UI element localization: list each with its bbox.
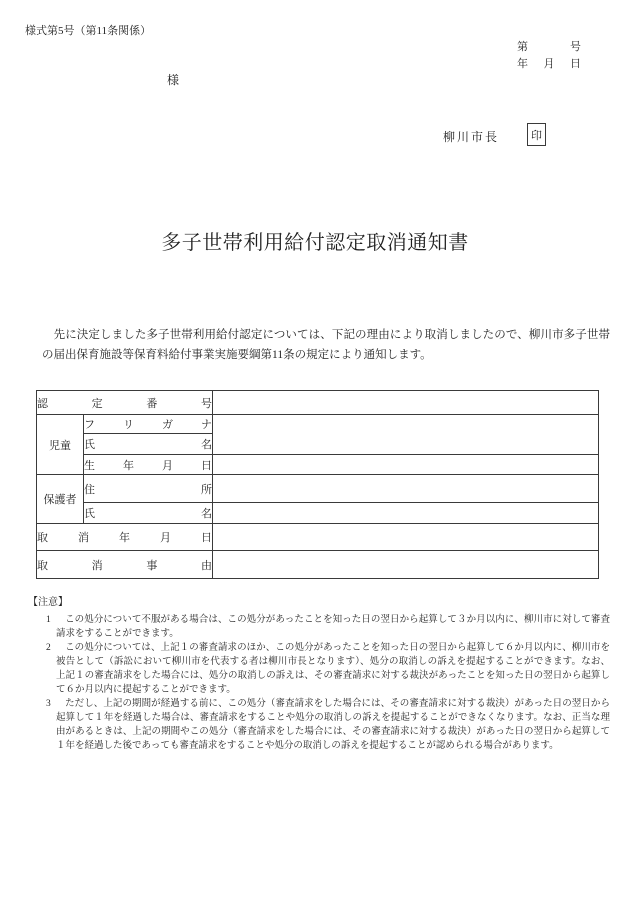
date-day-label: 日 bbox=[570, 58, 581, 70]
table-row bbox=[37, 475, 599, 503]
note-item-number: 2 bbox=[46, 643, 51, 653]
note-item-3 bbox=[28, 697, 610, 753]
form-number-label: 様式第5号（第11条関係） bbox=[25, 25, 152, 37]
cancel-date-label-cell: 取 消 年 月 日 bbox=[37, 524, 213, 551]
doc-number-prefix: 第 bbox=[517, 41, 528, 53]
birthdate-label-cell: 生 年 月 日 bbox=[84, 455, 213, 475]
guardian-name-value-cell bbox=[213, 503, 599, 524]
furigana-label-cell: フ リ ガ ナ bbox=[84, 415, 213, 434]
issuer-name: 柳川市長 bbox=[443, 130, 500, 144]
address-label-cell: 住 所 bbox=[84, 475, 213, 503]
table-row bbox=[37, 503, 599, 524]
cancel-reason-value-cell bbox=[213, 551, 599, 579]
guardian-group-cell: 保護者 bbox=[37, 475, 84, 524]
date-year-label: 年 bbox=[517, 58, 528, 70]
doc-number-suffix: 号 bbox=[570, 41, 581, 53]
note-item-text: ただし、上記の期間が経過する前に、この処分（審査請求をした場合には、その審査請求に対する裁決）があった日の翌日から起算して１年を経過した場合は、審査請求をすることや処分の取消しの訴えを提起することができなくなります。なお、正当な理由があるときは、上記の期間やこの処分（審査請求をした場合には、その審査請求に対する裁決）があった日の翌日から起算して１年を経過した後であっても審査請求をすることや処分の取消しの訴えを提起することが認められる場合があります。 bbox=[56, 699, 610, 751]
child-name-label-cell: 氏 名 bbox=[84, 434, 213, 455]
table-row bbox=[37, 524, 599, 551]
note-item-text: この処分について不服がある場合は、この処分があったことを知った日の翌日から起算して３か月以内に、柳川市に対して審査請求をすることができます。 bbox=[56, 615, 610, 639]
cert-number-value-cell bbox=[213, 391, 599, 415]
note-item-2 bbox=[28, 641, 610, 697]
child-name-value-cell bbox=[213, 415, 599, 455]
notes-section bbox=[28, 596, 610, 753]
date-line bbox=[517, 55, 581, 71]
document-title: 多子世帯利用給付認定取消通知書 bbox=[161, 232, 469, 254]
note-item-1 bbox=[28, 613, 610, 641]
date-month-label: 月 bbox=[543, 58, 555, 70]
addressee-honorific: 様 bbox=[167, 73, 180, 87]
table-row bbox=[37, 551, 599, 579]
seal-label: 印 bbox=[531, 129, 542, 142]
table-row bbox=[37, 415, 599, 434]
table-row bbox=[37, 391, 599, 415]
cert-number-label-cell: 認 定 番 号 bbox=[37, 391, 213, 415]
seal-box bbox=[527, 123, 546, 146]
notes-heading: 【注意】 bbox=[28, 597, 68, 608]
note-item-text: この処分については、上記１の審査請求のほか、この処分があったことを知った日の翌日から起算して６か月以内に、柳川市を被告として（訴訟において柳川市を代表する者は柳川市長となります）、処分の取消しの訴えを提起することができます。なお、上記１の審査請求をした場合には、処分の取消しの訴えは、その審査請求に対する裁決があったことを知った日の翌日から起算して６か月以内に提起することができます。 bbox=[56, 643, 610, 695]
body-paragraph: 先に決定しました多子世帯利用給付認定については、下記の理由により取消しましたので、柳川市多子世帯の届出保育施設等保育料給付事業実施要綱第11条の規定により通知します。 bbox=[42, 329, 610, 361]
document-number-line bbox=[517, 38, 581, 54]
note-item-number: 3 bbox=[46, 699, 51, 709]
address-value-cell bbox=[213, 475, 599, 503]
child-group-cell: 児童 bbox=[37, 415, 84, 475]
notification-table bbox=[36, 390, 599, 579]
cancel-date-value-cell bbox=[213, 524, 599, 551]
table-row bbox=[37, 455, 599, 475]
note-item-number: 1 bbox=[46, 615, 51, 625]
cancel-reason-label-cell: 取 消 事 由 bbox=[37, 551, 213, 579]
guardian-name-label-cell: 氏 名 bbox=[84, 503, 213, 524]
birthdate-value-cell bbox=[213, 455, 599, 475]
